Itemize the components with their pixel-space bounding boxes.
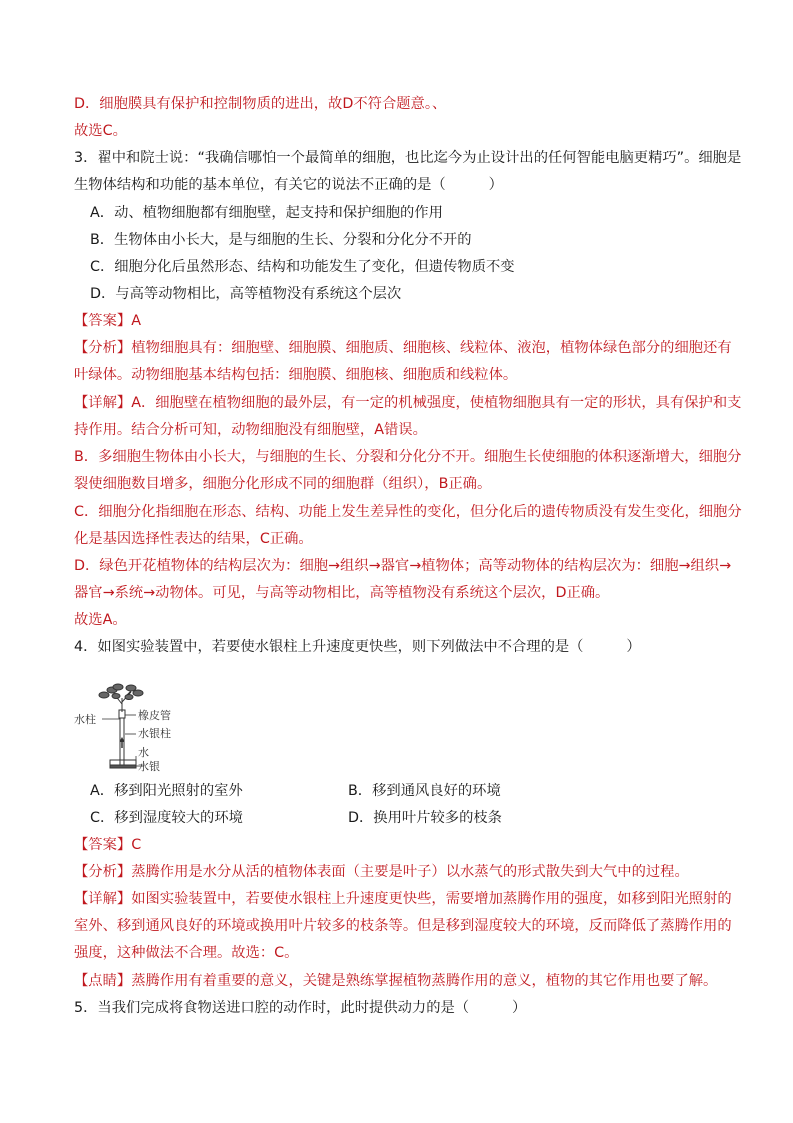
- analysis-tag: 【分析】: [74, 864, 132, 880]
- prev-answer-line-d: D．细胞膜具有保护和控制物质的进出，故D不符合题意。、: [74, 96, 447, 112]
- q3-detail-line-9: 故选A。: [74, 612, 127, 628]
- q4-detail-line-1: [74, 889, 734, 909]
- comment-text: 蒸腾作用有着重要的意义，关键是熟练掌握植物蒸腾作用的意义，植物的其它作用也要了解。: [131, 973, 718, 989]
- q4-option-d: D．换用叶片较多的枝条: [348, 810, 502, 826]
- q3-detail-line-7: D．绿色开花植物体的结构层次为：细胞→组织→器官→植物体；高等动物体的结构层次为：细胞→组织→: [74, 558, 732, 574]
- prev-answer-choice: 故选C。: [74, 123, 127, 139]
- q3-detail-line-4: 裂使细胞数目增多，细胞分化形成不同的细胞群（组织），B正确。: [74, 476, 492, 492]
- plant-branch-icon: [99, 684, 143, 712]
- answer-value: A: [131, 313, 141, 329]
- q3-analysis-line-2: 叶绿体。动物细胞基本结构包括：细胞膜、细胞核、细胞质和线粒体。: [74, 367, 518, 383]
- q3-analysis-line-1: [74, 338, 734, 358]
- q3-detail-line-5: C．细胞分化指细胞在形态、结构、功能上发生差异性的变化，但分化后的遗传物质没有发生变化，细胞分: [74, 504, 742, 520]
- q3-option-d: D．与高等动物相比，高等植物没有系统这个层次: [90, 286, 402, 302]
- q3-answer: [74, 311, 734, 331]
- answer-tag: 【答案】: [74, 837, 132, 853]
- detail-tag: 【详解】: [74, 395, 132, 411]
- q3-detail-line-8: 器官→系统→动物体。可见，与高等动物相比，高等植物没有系统这个层次，D正确。: [74, 585, 610, 601]
- q3-option-b: B．生物体由小长大，是与细胞的生长、分裂和分化分不开的: [90, 232, 472, 248]
- analysis-text: 植物细胞具有：细胞壁、细胞膜、细胞质、细胞核、线粒体、液泡，植物体绿色部分的细胞还有: [131, 340, 732, 356]
- q3-detail-line-1: [74, 393, 742, 413]
- q4-answer: [74, 835, 734, 855]
- q4-comment-line-1: [74, 971, 734, 991]
- q3-option-c: C．细胞分化后虽然形态、结构和功能发生了变化，但遗传物质不变: [90, 259, 515, 275]
- label-water-column: 水柱: [74, 713, 96, 726]
- q4-detail-line-2: 室外、移到通风良好的环境或换用叶片较多的枝条等。但是移到湿度较大的环境，反而降低了蒸腾作用的: [74, 918, 732, 934]
- q4-stem: 4．如图实验装置中，若要使水银柱上升速度更快些，则下列做法中不合理的是（ ）: [74, 639, 641, 655]
- detail-text: A．细胞壁在植物细胞的最外层，有一定的机械强度，使植物细胞具有一定的形状，具有保护和支: [131, 395, 742, 411]
- q4-analysis-line-1: [74, 862, 734, 882]
- comment-tag: 【点睛】: [74, 973, 132, 989]
- q4-option-b: B．移到通风良好的环境: [348, 783, 501, 799]
- detail-tag: 【详解】: [74, 891, 132, 907]
- answer-tag: 【答案】: [74, 313, 132, 329]
- label-water: 水: [138, 746, 149, 759]
- experiment-apparatus-figure: [74, 682, 204, 774]
- analysis-text: 蒸腾作用是水分从活的植物体表面（主要是叶子）以水蒸气的形式散失到大气中的过程。: [131, 864, 689, 880]
- q3-stem-line-2: 生物体结构和功能的基本单位，有关它的说法不正确的是（ ）: [74, 177, 503, 193]
- q3-detail-line-6: 化是基因选择性表达的结果，C正确。: [74, 531, 313, 547]
- label-mercury: 水银: [138, 760, 160, 773]
- q4-option-a: A．移到阳光照射的室外: [90, 783, 243, 799]
- label-rubber-tube: 橡皮管: [138, 709, 171, 722]
- detail-text: 如图实验装置中，若要使水银柱上升速度更快些，需要增加蒸腾作用的强度，如移到阳光照射的: [131, 891, 732, 907]
- q3-detail-line-3: B．多细胞生物体由小长大，与细胞的生长、分裂和分化分不开。细胞生长使细胞的体积逐渐增大，细胞分: [74, 449, 742, 465]
- q3-detail-line-2: 持作用。结合分析可知，动物细胞没有细胞壁，A错误。: [74, 422, 427, 438]
- q4-detail-line-3: 强度，这种做法不合理。故选：C。: [74, 945, 299, 961]
- analysis-tag: 【分析】: [74, 340, 132, 356]
- q3-stem-line-1: 3．翟中和院士说：“我确信哪怕一个最简单的细胞，也比迄今为止设计出的任何智能电脑更精巧”。细胞是: [74, 150, 742, 166]
- q3-option-a: A．动、植物细胞都有细胞壁，起支持和保护细胞的作用: [90, 205, 443, 221]
- label-mercury-column: 水银柱: [138, 727, 171, 740]
- answer-value: C: [131, 837, 142, 853]
- q4-option-c: C．移到湿度较大的环境: [90, 810, 243, 826]
- q5-stem: 5．当我们完成将食物送进口腔的动作时，此时提供动力的是（ ）: [74, 1000, 527, 1016]
